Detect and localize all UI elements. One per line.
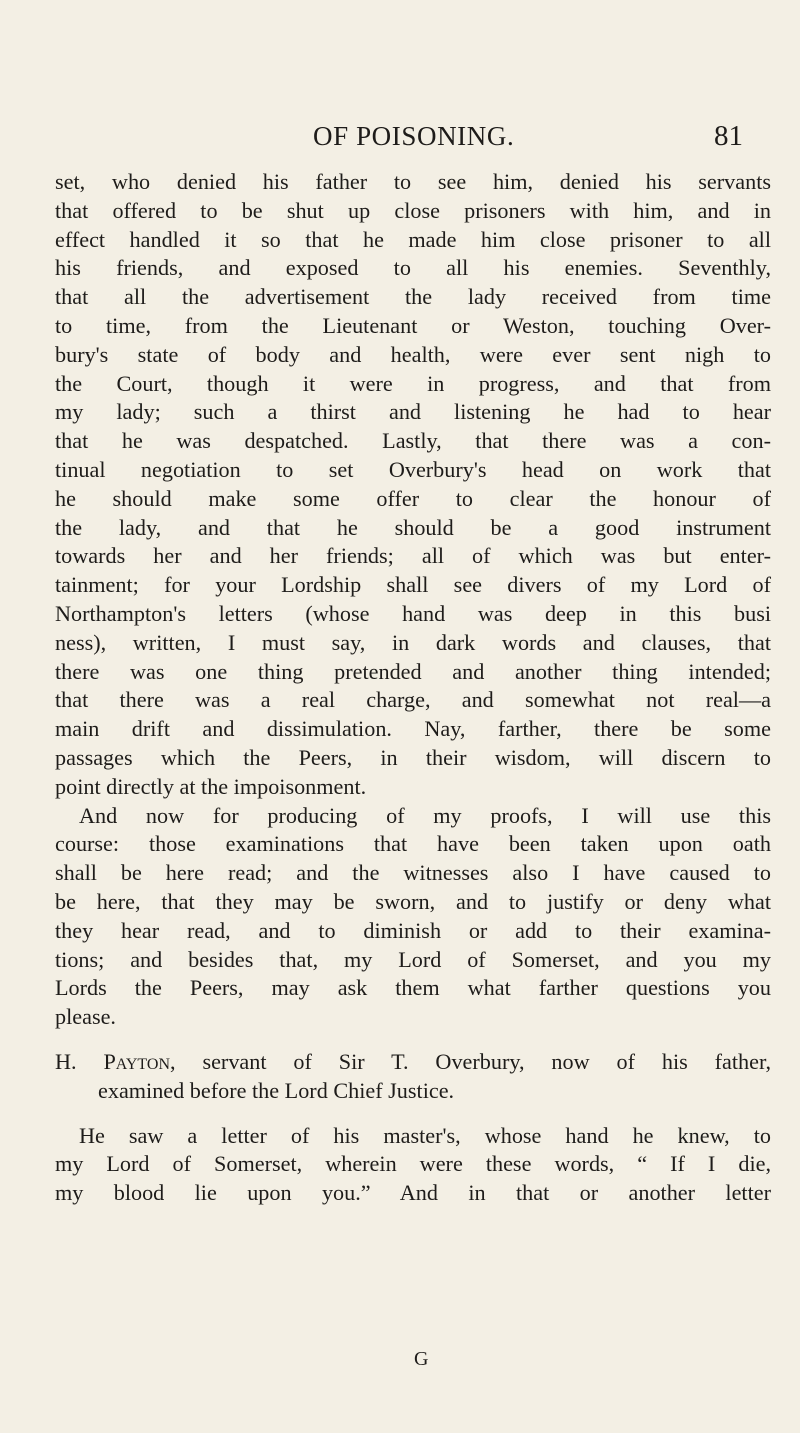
page-number: 81 <box>714 120 743 152</box>
text-line: course: those examinations that have been taken upon oath <box>55 831 771 857</box>
text-line: He saw a letter of his master's, whose hand he knew, to <box>79 1122 771 1148</box>
text-line: tions; and besides that, my Lord of Somerset, and you my <box>55 946 771 972</box>
text-line: that he was despatched. Lastly, that there was a con- <box>55 428 771 454</box>
text-line: his friends, and exposed to all his enemies. Seventhly, <box>55 255 771 281</box>
text-line: Lords the Peers, may ask them what farther questions you <box>55 975 771 1001</box>
text-line: there was one thing pretended and another thing intended; <box>55 658 771 684</box>
text-line: tinual negotiation to set Overbury's head on work that <box>55 456 771 482</box>
running-head <box>0 116 800 156</box>
text-line: the Court, though it were in progress, and that from <box>55 370 771 396</box>
paragraph-1 <box>55 168 771 802</box>
text-line: towards her and her friends; all of which was but enter- <box>55 543 771 569</box>
text-line: my lady; such a thirst and listening he had to hear <box>55 399 771 425</box>
text-line: be here, that they may be sworn, and to justify or deny what <box>55 888 771 914</box>
text-line: ness), written, I must say, in dark words and clauses, that <box>55 629 771 655</box>
text-line: that there was a real charge, and somewhat not real—a <box>55 687 771 713</box>
text-line: tainment; for your Lordship shall see divers of my Lord of <box>55 572 771 598</box>
witness-description: , servant of Sir T. Overbury, now of his father, <box>170 1048 771 1074</box>
signature-mark: G <box>414 1348 429 1370</box>
witness-heading-line-1 <box>55 1048 771 1077</box>
text-line: the lady, and that he should be a good instrument <box>55 514 771 540</box>
witness-heading <box>55 1048 771 1106</box>
text-line: effect handled it so that he made him close prisoner to all <box>55 226 771 252</box>
text-line: to time, from the Lieutenant or Weston, touching Over- <box>55 312 771 338</box>
text-line: point directly at the impoisonment. <box>55 773 367 799</box>
text-line: my blood lie upon you.” And in that or another letter <box>55 1180 771 1206</box>
text-line: main drift and dissimulation. Nay, farther, there be some <box>55 716 771 742</box>
text-line: my Lord of Somerset, wherein were these words, “ If I die, <box>55 1151 771 1177</box>
running-head-title: OF POISONING. <box>313 121 515 151</box>
text-line: passages which the Peers, in their wisdom, will discern to <box>55 744 771 770</box>
paragraph-3 <box>55 1122 771 1208</box>
paragraph-2 <box>55 802 771 1032</box>
text-line: bury's state of body and health, were ever sent nigh to <box>55 341 771 367</box>
witness-heading-line-2: examined before the Lord Chief Justice. <box>98 1077 455 1103</box>
text-line: set, who denied his father to see him, denied his servants <box>55 169 771 194</box>
witness-name: Payton <box>103 1048 171 1074</box>
body-text <box>55 168 771 1208</box>
text-line: he should make some offer to clear the honour of <box>55 485 771 511</box>
witness-initial: H. <box>55 1048 104 1074</box>
text-line: they hear read, and to diminish or add to their examina- <box>55 917 771 943</box>
text-line: please. <box>55 1004 116 1030</box>
text-line: Northampton's letters (whose hand was deep in this busi <box>55 600 771 626</box>
text-line: And now for producing of my proofs, I will use this <box>79 802 771 828</box>
text-line: that all the advertisement the lady received from time <box>55 284 771 310</box>
text-line: that offered to be shut up close prisoners with him, and in <box>55 197 771 223</box>
text-line: shall be here read; and the witnesses also I have caused to <box>55 860 771 886</box>
